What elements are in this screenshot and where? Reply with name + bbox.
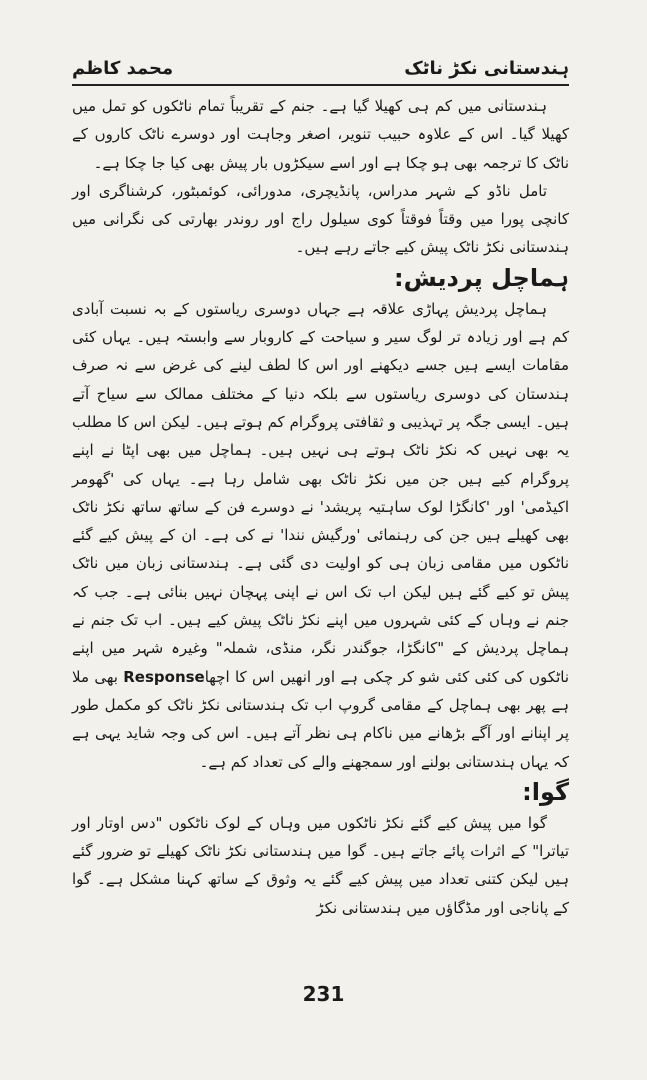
english-term: Response xyxy=(123,667,205,686)
running-header xyxy=(72,56,569,82)
paragraph xyxy=(72,295,569,776)
paragraph: گوا میں پیش کیے گئے نکڑ ناٹکوں میں وہاں کے لوک ناٹکوں "دس اوتار اور تیاترا" کے اثرات پائے جاتے ہیں۔ گوا میں ہندستانی نکڑ ناٹک کھیلے تو ضرور گئے ہیں لیکن کتنی تعداد میں پیش کیے گئے یہ وثوق کے ساتھ کہنا مشکل ہے۔ گوا کے پاناجی اور مڈگاؤں میں ہندستانی نکڑ xyxy=(72,813,569,917)
author-name: محمد کاظم xyxy=(72,58,174,79)
page-number: 231 xyxy=(302,982,345,1006)
paragraph: ہندستانی میں کم ہی کھیلا گیا ہے۔ جنم کے تقریباً تمام ناٹکوں کو تمل میں کھیلا گیا۔ اس کے علاوہ حبیب تنویر، اصغر وجاہت اور دوسرے ناٹک کاروں کے ناٹک کا ترجمہ بھی ہو چکا ہے اور اسے سیکڑوں بار پیش بھی کیا جا چکا ہے۔ xyxy=(72,97,569,172)
section-heading-goa: گوا: xyxy=(522,777,569,806)
section-heading-himachal: ہماچل پردیش: xyxy=(393,263,569,292)
book-title: ہندستانی نکڑ ناٹک xyxy=(404,58,569,79)
paragraph: تامل ناڈو کے شہر مدراس، پانڈیچری، مدورائی، کوئمبٹور، کرشناگری اور کانچی پورا میں وقتاً فوقتاً کوی سیلول راج اور روندر بھارتی کی نگرانی میں ہندستانی نکڑ ناٹک پیش کیے جاتے رہے ہیں۔ xyxy=(72,181,569,257)
header-divider xyxy=(72,84,569,86)
paragraph-text: بھی ملا ہے پھر بھی ہماچل کے مقامی گروپ اب تک ہندستانی نکڑ ناٹک کو مکمل طور پر اپنانے اور آگے بڑھانے میں ناکام ہی نظر آتے ہیں۔ اس کی وجہ شاید یہی ہے کہ یہاں ہندستانی بولنے اور سمجھنے والے کی تعداد کم ہے۔ xyxy=(72,667,569,771)
page-body xyxy=(72,92,569,922)
paragraph-text: ہماچل پردیش پہاڑی علاقہ ہے جہاں دوسری ریاستوں کے بہ نسبت آبادی کم ہے اور زیادہ تر لوگ سیر و سیاحت کے کاروبار سے وابستہ ہیں۔ یہاں کئی مقامات ایسے ہیں جسے دیکھنے اور اس کا لطف لینے کی غرض سے نہ صرف ہندستان کی دوسری ریاستوں سے بلکہ دنیا کے مختلف ممالک سے سیاح آتے ہیں۔ ایسی جگہ پر تہذیبی و ثقافتی پروگرام کم ہوتے ہیں۔ لیکن اس کا مطلب یہ بھی نہیں کہ نکڑ ناٹک ہوتے ہی نہیں ہیں۔ ہماچل میں بھی اپٹا نے اپنے پروگرام کیے ہیں جن میں نکڑ ناٹک بھی شامل رہا ہے۔ یہاں کی 'گھومر اکیڈمی' اور 'کانگڑا لوک ساہتیہ پریشد' نے دوسرے فن کے ساتھ ساتھ نکڑ ناٹک بھی کھیلے ہیں جن کی رہنمائی 'ورگیش نندا' نے کی ہے۔ ان کے پیش کیے گئے ناٹکوں میں مقامی زبان ہی کو اولیت دی گئی ہے۔ ہندستانی زبان میں ناٹک پیش تو کیے گئے ہیں لیکن اب تک اس نے اپنی پہچان نہیں بنائی ہے۔ جب کہ جنم نے وہاں کے کئی شہروں میں اپنے نکڑ ناٹک پیش کیے ہیں۔ اب تک جنم نے ہماچل پردیش کے "کانگڑا، جوگندر نگر، منڈی، شملہ" وغیرہ شہر میں اپنے ناٹکوں کی کئی کئی شو کر چکی ہے اور انھیں اس کا اچھا xyxy=(72,299,569,686)
